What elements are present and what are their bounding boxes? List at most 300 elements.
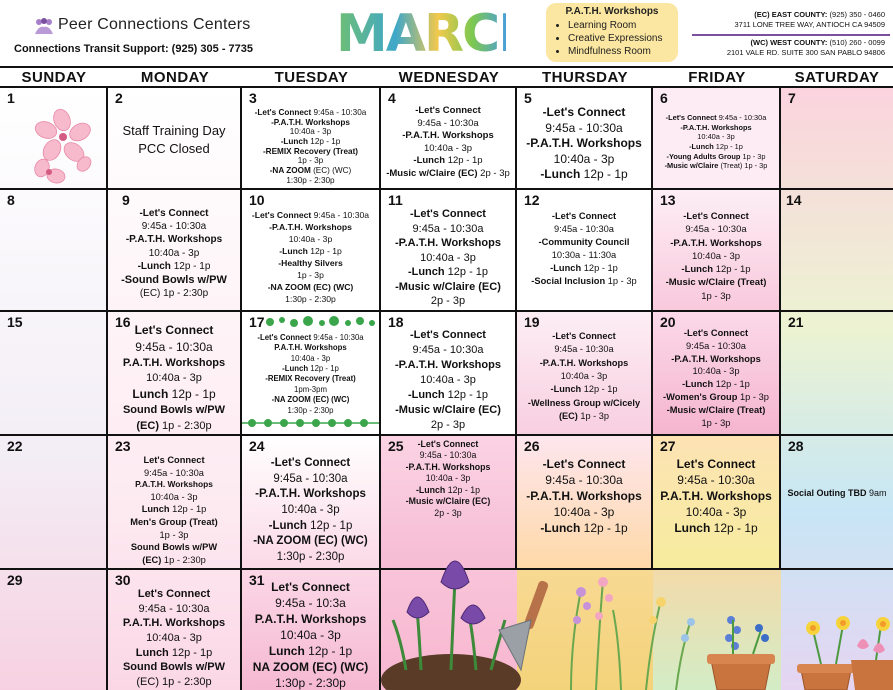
day-events [384, 439, 512, 519]
day-cell-24 [242, 436, 381, 570]
event-title: -NA ZOOM (EC) (WC) [253, 535, 368, 548]
event-line [245, 676, 376, 690]
event-line [245, 385, 376, 395]
event-line [111, 602, 237, 617]
event-line [520, 167, 648, 183]
day-date: 6 [660, 90, 668, 106]
event-title: -Music w/Claire (EC) [395, 280, 501, 293]
event-line [520, 152, 648, 168]
day-cell-10 [242, 190, 381, 312]
event-line [384, 168, 512, 181]
event-title: NA ZOOM (EC) (WC) [252, 659, 369, 674]
event-title: -Lunch [413, 155, 446, 167]
event-time: 12p - 1p [581, 384, 618, 395]
event-time: 10:40a - 3p [425, 473, 471, 484]
event-time: 1pm-3pm [294, 384, 327, 394]
event-title: P.A.T.H. Workshops [660, 488, 772, 503]
event-title: -P.A.T.H. Workshops [526, 136, 642, 151]
event-title: -Lunch [137, 260, 171, 272]
day-date: 20 [660, 314, 676, 330]
event-title: Lunch [132, 387, 169, 402]
event-title: P.A.T.H. Workshops [135, 479, 213, 490]
event-title: -Let's Connect [683, 211, 749, 222]
event-line [245, 628, 376, 644]
event-line [245, 333, 376, 343]
event-line [245, 293, 376, 305]
day-date: 4 [388, 90, 396, 106]
day-date: 14 [786, 192, 802, 208]
event-line [111, 660, 237, 675]
event-time: 9am [866, 488, 887, 498]
day-date: 7 [788, 90, 796, 106]
event-title: -REMIX Recovery (Treat) [262, 146, 359, 156]
event-line [245, 456, 376, 472]
event-line [245, 118, 376, 128]
path-rooms-list [568, 19, 670, 58]
day-date: 1 [7, 90, 15, 106]
event-line [520, 136, 648, 152]
cherry-blossom-icon [22, 106, 108, 190]
event-time: 1p - 3p [737, 392, 769, 403]
west-county-contact [727, 38, 885, 58]
day-events [520, 210, 648, 288]
event-line [111, 356, 237, 371]
event-line [384, 358, 512, 373]
event-time: 12p - 1p [168, 646, 213, 659]
event-time: 1p - 2:30p [159, 419, 212, 432]
event-line [245, 534, 376, 550]
event-time: 9:45a - 10:30a [545, 472, 623, 487]
event-line [520, 343, 648, 356]
day-date: 18 [388, 314, 404, 330]
event-time: 12p - 1p [713, 379, 750, 390]
event-title: -Lunch [681, 264, 714, 276]
west-county-phone: (510) 260 - 0099 [829, 38, 885, 47]
event-line [656, 457, 776, 473]
event-title: -Let's Connect [254, 108, 312, 117]
event-title: Lunch [674, 520, 711, 535]
event-line-text: Staff Training Day [122, 123, 226, 138]
event-line [111, 260, 237, 273]
event-line [111, 646, 237, 661]
event-line [384, 328, 512, 343]
event-time: 10:40a - 3p [420, 373, 476, 386]
path-room: • Creative Expressions [568, 32, 670, 45]
event-line [111, 503, 237, 516]
event-line [384, 343, 512, 358]
event-line [111, 554, 237, 567]
day-cell-21 [781, 312, 893, 436]
event-line [384, 118, 512, 131]
event-title: (EC) [558, 411, 578, 422]
event-line [520, 210, 648, 223]
day-date: 31 [249, 572, 265, 588]
event-time: 12p - 1p [307, 137, 341, 147]
event-time: 1:30p - 2:30p [275, 675, 346, 690]
day-date: 3 [249, 90, 257, 106]
event-line [384, 251, 512, 266]
event-line [111, 419, 237, 434]
spring-flowers-illustration-icon [381, 520, 893, 690]
event-time: 12p - 1p [445, 484, 481, 495]
day-events [245, 108, 376, 185]
event-line [111, 371, 237, 386]
event-line [656, 365, 776, 378]
event-time: (EC) (WC) [310, 166, 352, 176]
event-line [520, 457, 648, 473]
day-date: 9 [122, 192, 130, 208]
event-time: 10:40a - 3p [553, 151, 615, 166]
event-line [656, 327, 776, 340]
day-events [784, 488, 890, 499]
event-title: -P.A.T.H. Workshops [671, 353, 761, 364]
event-line [245, 209, 376, 221]
event-line [384, 450, 512, 461]
event-line [520, 236, 648, 249]
event-line [111, 322, 237, 339]
event-title: -NA ZOOM [269, 166, 311, 176]
event-line [384, 418, 512, 433]
event-time: 10:40a - 3p [692, 366, 740, 377]
event-line [656, 489, 776, 505]
event-time: 12p - 1p [304, 643, 353, 658]
event-line [245, 137, 376, 147]
event-time: 10:40a - 3p [560, 371, 608, 382]
event-time: 9:45a - 10:30a [135, 339, 213, 354]
event-line [656, 378, 776, 391]
event-line [111, 233, 237, 246]
event-title: -Women's Group [663, 392, 738, 403]
event-line [656, 340, 776, 353]
event-time: 1:30p - 2:30p [285, 294, 336, 305]
event-line [520, 249, 648, 262]
event-time: 9:45a - 10:30a [138, 602, 210, 615]
weekday-friday: FRIDAY [688, 69, 746, 86]
path-room: • Mindfulness Room [568, 45, 670, 58]
event-line [245, 644, 376, 660]
event-time: 10:30a - 11:30a [551, 250, 617, 261]
event-title: -P.A.T.H. Workshops [271, 117, 350, 127]
event-line [656, 250, 776, 263]
event-line [111, 541, 237, 554]
event-line [245, 176, 376, 186]
day-date: 13 [660, 192, 676, 208]
weekday-header-row [0, 66, 893, 88]
event-time: 12p - 1p [580, 520, 628, 535]
day-events [520, 105, 648, 183]
day-date: 10 [249, 192, 265, 208]
event-line [656, 152, 776, 162]
day-cell-19 [517, 312, 653, 436]
event-line [520, 105, 648, 121]
event-line [245, 472, 376, 488]
calendar-header [0, 0, 893, 68]
event-time: 12p - 1p [307, 246, 342, 257]
east-county-phone: (925) 350 - 0460 [829, 10, 885, 19]
event-time: 9:45a - 10:30a [677, 472, 755, 487]
event-title: -Lunch [415, 484, 446, 495]
event-line [384, 508, 512, 519]
day-events [656, 113, 776, 171]
event-title: -Lunch [682, 379, 714, 390]
event-line [111, 287, 237, 300]
month-title: MARCH [336, 4, 540, 64]
event-line [384, 388, 512, 403]
event-time: 1p - 3p [297, 156, 324, 166]
event-title: -REMIX Recovery (Treat) [265, 374, 356, 384]
contact-divider [692, 34, 890, 36]
event-time: 9:45a - 10:30a [685, 224, 747, 236]
peer-connections-logo-icon [34, 16, 54, 36]
event-line [656, 237, 776, 250]
event-line [245, 233, 376, 245]
event-time: 12p - 1p [713, 141, 743, 151]
day-date: 22 [7, 438, 23, 454]
event-line [656, 473, 776, 489]
event-time: 10:40a - 3p [553, 504, 615, 519]
day-events [520, 330, 648, 423]
event-time: 9:45a - 10:30a [412, 222, 484, 235]
event-line [245, 156, 376, 166]
event-title: -P.A.T.H. Workshops [255, 488, 366, 501]
day-date: 24 [249, 438, 265, 454]
event-line [111, 616, 237, 631]
event-time: 10:40a - 3p [281, 503, 340, 516]
event-time: 1p - 3p [740, 151, 766, 161]
day-cell-31 [242, 570, 381, 690]
event-title: -P.A.T.H. Workshops [125, 234, 223, 246]
event-time: 9:45a - 10:30a [144, 467, 204, 478]
event-title: -Social Inclusion [531, 276, 606, 287]
event-line [111, 467, 237, 480]
event-line [245, 257, 376, 269]
day-date: 25 [388, 438, 404, 454]
event-time: 1p - 3p [701, 290, 731, 302]
event-line [245, 281, 376, 293]
event-line [245, 221, 376, 233]
event-time: 12p - 1p [308, 364, 339, 374]
event-line [520, 410, 648, 423]
event-line [245, 127, 376, 137]
event-line [384, 130, 512, 143]
event-line [656, 123, 776, 133]
event-line [384, 439, 512, 450]
event-title: -Let's Connect [415, 105, 481, 116]
day-cell-9 [108, 190, 242, 312]
day-events [656, 327, 776, 430]
event-time: 1:30p - 2:30p [286, 175, 335, 185]
event-time: (EC) 1p - 2:30p [139, 288, 209, 300]
event-title: -Let's Connect [410, 329, 486, 341]
event-title: -Let's Connect [139, 208, 209, 219]
event-title: -Music w/Claire (Treat) [665, 277, 767, 289]
calendar-grid [0, 88, 893, 690]
event-line [384, 403, 512, 418]
event-time: 10:40a - 3p [423, 142, 473, 154]
weekday-saturday: SATURDAY [794, 69, 880, 86]
day-cell-16 [108, 312, 242, 436]
event-line [245, 406, 376, 416]
event-title: -Lunch [540, 520, 581, 535]
event-title: Lunch [141, 504, 170, 515]
event-time: 1p - 3p [297, 270, 324, 281]
day-date: 30 [115, 572, 131, 588]
event-title: Let's Connect [134, 323, 214, 337]
event-time: 10:40a - 3p [148, 247, 200, 259]
event-title: -P.A.T.H. Workshops [526, 488, 642, 503]
day-events [656, 210, 776, 303]
event-title: -Wellness Group w/Cicely [527, 397, 641, 408]
event-line [384, 236, 512, 251]
day-cell-7 [781, 88, 893, 190]
event-line [111, 220, 237, 233]
event-title: P.A.T.H. Workshops [274, 343, 347, 353]
day-cell-3 [242, 88, 381, 190]
event-title: -Let's Connect [552, 331, 616, 341]
event-time: 9:45a - 10:30a [545, 120, 623, 135]
day-events [384, 207, 512, 309]
event-line [111, 454, 237, 467]
event-time: 9:45a - 10:30a [311, 108, 367, 117]
day-cell-29 [0, 570, 108, 690]
day-cell-22 [0, 436, 108, 570]
event-title: Lunch [268, 643, 305, 658]
event-line [656, 290, 776, 303]
event-title: -Let's Connect [251, 210, 312, 220]
event-title: Sound Bowls w/PW [122, 661, 226, 674]
event-time: 9:45a - 10:30a [412, 343, 484, 356]
shamrock-garland-bottom-icon [242, 416, 379, 430]
day-cell-6 [653, 88, 781, 190]
day-date: 21 [788, 314, 804, 330]
east-county-contact [735, 10, 885, 30]
event-title: -Lunch [689, 141, 714, 151]
event-line [520, 370, 648, 383]
event-time: 2p - 3p [430, 295, 466, 308]
weekday-thursday: THURSDAY [542, 69, 628, 86]
event-line [245, 660, 376, 676]
event-line [656, 132, 776, 142]
event-time: 1p - 3p [159, 529, 189, 540]
event-title: -Community Council [538, 237, 630, 248]
event-line [245, 245, 376, 257]
event-title: Sound Bowls w/PW [122, 404, 226, 417]
event-time: 10:40a - 3p [146, 371, 202, 384]
event-time: 9:45a - 10:3a [275, 595, 346, 610]
event-line [111, 403, 237, 418]
event-line [656, 276, 776, 289]
event-time: 12p - 1p [306, 519, 353, 532]
event-line [384, 462, 512, 473]
day-cell-5 [517, 88, 653, 190]
event-time: 2p - 3p [434, 507, 462, 518]
event-line [520, 397, 648, 410]
event-line [245, 354, 376, 364]
weekday-wednesday: WEDNESDAY [398, 69, 500, 86]
event-title: -Music w/Claire [664, 161, 719, 171]
event-line [384, 155, 512, 168]
event-title: -P.A.T.H. Workshops [402, 130, 494, 142]
event-time: 1p - 3p [605, 276, 637, 287]
day-date: 2 [115, 90, 123, 106]
event-title: -Lunch [407, 388, 445, 401]
event-line [384, 496, 512, 507]
day-events [111, 122, 237, 157]
day-date: 17 [249, 314, 265, 330]
event-time: 1:30p - 2:30p [276, 550, 345, 563]
shamrock-garland-top-icon [262, 314, 378, 330]
event-time: (Treat) 1p - 3p [718, 161, 768, 171]
event-line [656, 505, 776, 521]
event-title: -Music w/Claire (Treat) [666, 404, 766, 415]
event-title: -P.A.T.H. Workshops [670, 237, 762, 249]
event-title: -Let's Connect [665, 113, 717, 122]
day-cell-8 [0, 190, 108, 312]
event-time: 10:40a - 3p [280, 627, 341, 642]
event-line [111, 675, 237, 690]
event-title: -P.A.T.H. Workshops [395, 358, 501, 371]
event-title: -Let's Connect [417, 439, 479, 449]
event-time: 12p - 1p [713, 264, 751, 276]
event-line [656, 263, 776, 276]
event-time: 9:45a - 10:30a [419, 450, 477, 461]
day-date: 12 [524, 192, 540, 208]
event-time: 2p - 3p [477, 167, 510, 179]
event-title: -Sound Bowls w/PW [121, 273, 227, 286]
event-line [245, 147, 376, 157]
event-time: 10:40a - 3p [150, 491, 198, 502]
event-time: 10:40a - 3p [289, 127, 332, 137]
event-time: 12p - 1p [168, 387, 216, 402]
event-line [656, 417, 776, 430]
event-title: Let's Connect [143, 455, 205, 465]
event-time: 1p - 3p [577, 411, 610, 422]
transit-support: Connections Transit Support: (925) 305 - 7735 [14, 43, 254, 55]
event-title: -NA ZOOM (EC) (WC) [271, 395, 350, 405]
west-county-label: (WC) WEST COUNTY: [750, 38, 828, 47]
weekday-sunday: SUNDAY [21, 69, 87, 86]
event-title: -P.A.T.H. Workshops [405, 461, 491, 472]
event-line [384, 207, 512, 222]
weekday-tuesday: TUESDAY [274, 69, 349, 86]
event-title: Sound Bowls w/PW [130, 542, 218, 553]
event-title: -Lunch [550, 263, 582, 274]
day-cell-23 [108, 436, 242, 570]
event-title: -Lunch [279, 246, 308, 257]
path-box-title: P.A.T.H. Workshops [565, 6, 659, 17]
event-line [520, 473, 648, 489]
event-line [656, 404, 776, 417]
event-title: -Lunch [540, 167, 581, 182]
day-cell-18 [381, 312, 517, 436]
path-room: • Learning Room [568, 19, 670, 32]
event-line [111, 479, 237, 490]
event-time: 9:45a - 10:30a [311, 210, 370, 220]
event-line [245, 580, 376, 596]
event-line [520, 357, 648, 370]
event-title: -Let's Connect [683, 328, 749, 338]
event-title: -Music w/Claire (EC) [386, 167, 478, 179]
event-title: -Lunch [280, 137, 308, 147]
event-time: 10:40a - 3p [420, 251, 476, 264]
day-date: 11 [388, 192, 403, 208]
event-time: 10:40a - 3p [288, 234, 333, 245]
event-time: 10:40a - 3p [697, 132, 735, 142]
event-line [384, 473, 512, 484]
event-title: Let's Connect [137, 588, 211, 600]
day-date: 23 [115, 438, 131, 454]
event-line [245, 503, 376, 519]
